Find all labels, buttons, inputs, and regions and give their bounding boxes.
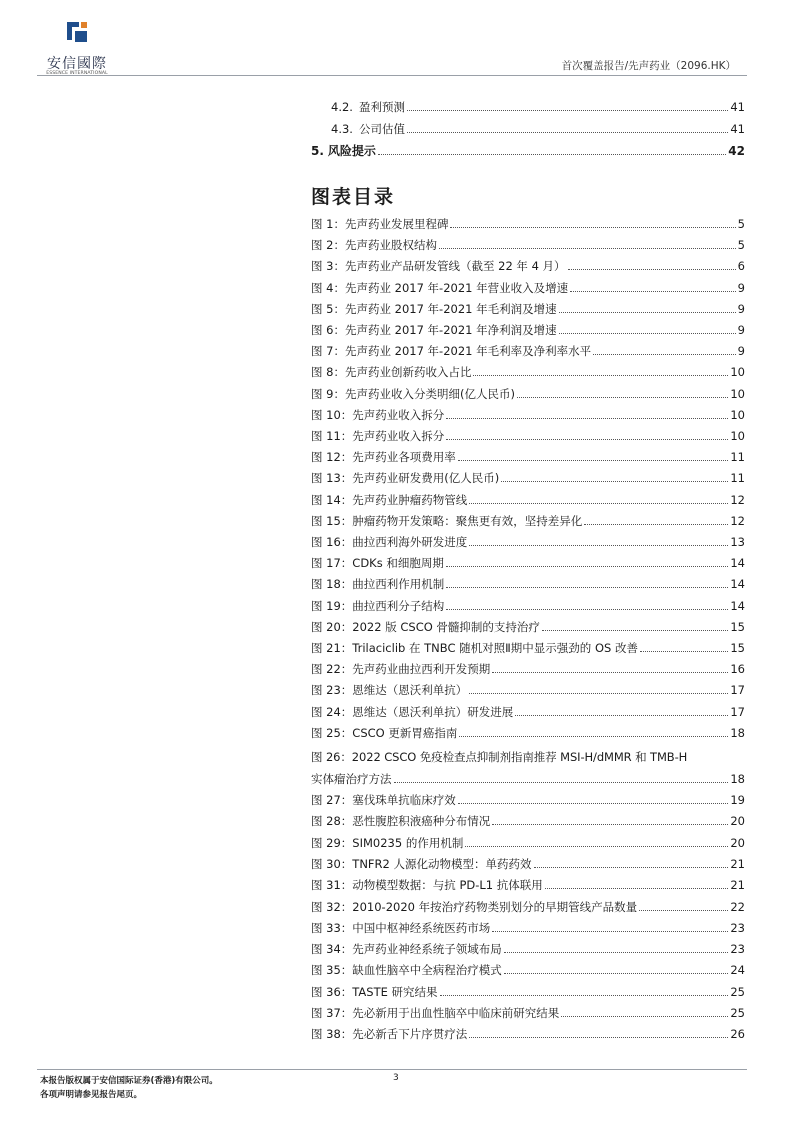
figure-entry-label: 图 24：恩维达（恩沃利单抗）研发进展	[311, 704, 514, 719]
toc-entry[interactable]	[331, 121, 745, 137]
figure-entry[interactable]	[311, 534, 745, 550]
page-number: 3	[393, 1073, 399, 1083]
toc-entry-title: 盈利预测	[358, 100, 405, 114]
figure-entry-label: 图 11：先声药业收入拆分	[311, 429, 445, 443]
leader-dots	[378, 154, 726, 155]
figure-entry[interactable]	[311, 749, 745, 787]
figure-entry-label: 图 13：先声药业研发费用(亿人民币)	[311, 471, 500, 486]
figure-entry-page: 24	[730, 963, 745, 978]
toc-entry-title: 风险提示	[327, 144, 376, 158]
logo-english-name: ESSENCE INTERNATIONAL	[46, 71, 108, 76]
figure-entry[interactable]	[311, 920, 745, 936]
figure-entry[interactable]	[311, 792, 745, 808]
leader-dots	[584, 524, 728, 525]
leader-dots	[407, 132, 728, 133]
figure-entry[interactable]	[311, 619, 745, 635]
figure-entry-label: 图 10：先声药业收入拆分	[311, 407, 445, 422]
leader-dots	[559, 333, 736, 334]
figure-entry[interactable]	[311, 322, 745, 338]
leader-dots	[450, 227, 735, 228]
leader-dots	[394, 782, 729, 783]
figure-entry-page: 25	[730, 984, 745, 999]
figure-entry-label: 图 36：TASTE 研究结果	[311, 984, 438, 999]
figure-entry-label: 图 15：肿瘤药物开发策略：聚焦更有效，坚持差异化	[311, 513, 583, 528]
figure-entry-label: 图 25：CSCO 更新胃癌指南	[311, 725, 458, 740]
figure-entry-page: 11	[730, 471, 745, 486]
figure-entry-label: 图 7：先声药业 2017 年-2021 年毛利率及净利率水平	[311, 344, 592, 359]
figure-entry-page: 14	[730, 556, 745, 571]
figure-entry-page: 17	[730, 704, 745, 719]
figure-entry-page: 15	[730, 641, 745, 655]
leader-dots	[446, 439, 728, 440]
leader-dots	[504, 973, 729, 974]
leader-dots	[593, 354, 736, 355]
figure-entry[interactable]	[311, 386, 745, 402]
leader-dots	[439, 248, 736, 249]
company-logo	[37, 14, 117, 78]
figure-entry-page: 9	[737, 323, 745, 337]
figure-entry[interactable]	[311, 941, 745, 957]
figure-entry-label: 图 19：曲拉西利分子结构	[311, 598, 445, 613]
toc-entry[interactable]	[331, 99, 745, 115]
figure-entry-label: 图 27：塞伐珠单抗临床疗效	[311, 793, 456, 807]
figure-entry-label: 图 28：恶性腹腔积液癌种分布情况	[311, 814, 491, 829]
figure-entry-label: 图 37：先必新用于出血性脑卒中临床前研究结果	[311, 1006, 560, 1020]
figure-entry[interactable]	[311, 835, 745, 851]
figure-entry[interactable]	[311, 513, 745, 529]
figure-entry-page: 12	[730, 492, 745, 507]
figure-entry[interactable]	[311, 428, 745, 444]
figure-entry-page: 25	[730, 1006, 745, 1020]
leader-dots	[568, 269, 736, 270]
figure-entry[interactable]	[311, 598, 745, 614]
figure-entry-label: 图 4：先声药业 2017 年-2021 年营业收入及增速	[311, 280, 569, 295]
figure-entry[interactable]	[311, 704, 745, 720]
figure-entry[interactable]	[311, 576, 745, 592]
leader-dots	[465, 846, 728, 847]
figure-entry[interactable]	[311, 1026, 745, 1042]
figure-entry-page: 13	[730, 535, 745, 549]
figure-entry-label: 图 17：CDKs 和细胞周期	[311, 556, 444, 571]
figure-entry-page: 10	[730, 365, 745, 380]
leader-dots	[446, 609, 728, 610]
leader-dots	[458, 460, 729, 461]
figure-entry-label: 图 34：先声药业神经系统子领域布局	[311, 942, 502, 957]
figure-entry-page: 14	[730, 577, 745, 592]
leader-dots	[407, 110, 728, 111]
footer-copyright: 本报告版权属于安信国际证券(香港)有限公司。	[40, 1076, 218, 1086]
figure-entry-label: 图 32：2010-2020 年按治疗药物类别划分的早期管线产品数量	[311, 899, 638, 914]
figure-entry-page: 21	[730, 856, 745, 871]
figure-entry[interactable]	[311, 343, 745, 359]
toc-entry-page: 42	[728, 144, 745, 158]
figure-entry-page: 19	[730, 793, 745, 807]
figure-entry[interactable]	[311, 984, 745, 1000]
leader-dots	[492, 824, 728, 825]
figure-entry-label: 图 30：TNFR2 人源化动物模型：单药药效	[311, 856, 532, 871]
leader-dots	[473, 375, 728, 376]
footer-divider	[37, 1069, 747, 1070]
figure-entry-label: 图 3：先声药业产品研发管线（截至 22 年 4 月）	[311, 259, 566, 274]
figure-entry-page: 6	[737, 259, 745, 274]
figure-entry-page: 20	[730, 814, 745, 829]
footer-disclaimer-note: 各项声明请参见报告尾页。	[40, 1090, 143, 1100]
figure-entry-label: 图 29：SIM0235 的作用机制	[311, 835, 464, 850]
figure-entry-label: 图 22：先声药业曲拉西利开发预期	[311, 662, 491, 677]
figure-entry-label: 图 20：2022 版 CSCO 骨髓抑制的支持治疗	[311, 619, 540, 634]
figure-entry-page: 18	[730, 725, 745, 740]
figure-entry[interactable]	[311, 492, 745, 508]
figure-entry-page: 9	[737, 280, 745, 295]
leader-dots	[534, 867, 729, 868]
figure-entry-label: 图 6：先声药业 2017 年-2021 年净利润及增速	[311, 323, 557, 337]
figure-entry-page: 14	[730, 598, 745, 613]
figure-entry-page: 16	[730, 662, 745, 677]
figure-entry-page: 17	[730, 683, 745, 698]
toc-entry[interactable]	[311, 142, 745, 159]
figure-entry[interactable]	[311, 813, 745, 829]
leader-dots	[458, 803, 729, 804]
footer-disclaimer	[40, 1074, 218, 1102]
figure-entry[interactable]	[311, 364, 745, 380]
figure-entry-page: 23	[730, 920, 745, 935]
figure-entry-page: 10	[730, 407, 745, 422]
leader-dots	[561, 1016, 728, 1017]
figure-entry[interactable]	[311, 661, 745, 677]
toc-entry-number: 4.2.	[331, 100, 353, 114]
figure-entry-label: 图 21：Trilaciclib 在 TNBC 随机对照Ⅱ期中显示强劲的 OS 改善	[311, 641, 638, 655]
leader-dots	[640, 651, 728, 652]
figure-entry[interactable]	[311, 725, 745, 741]
leader-dots	[440, 995, 729, 996]
figure-entry-label: 图 16：曲拉西利海外研发进度	[311, 535, 468, 549]
figure-entry[interactable]	[311, 216, 745, 232]
toc-entry-title: 公司估值	[358, 122, 405, 136]
figure-entry-label: 图 12：先声药业各项费用率	[311, 450, 456, 465]
logo-name: 安信國際	[47, 56, 107, 72]
leader-dots	[559, 312, 736, 313]
figure-entry-label: 图 31：动物模型数据：与抗 PD-L1 抗体联用	[311, 878, 543, 893]
figure-entry-label: 图 5：先声药业 2017 年-2021 年毛利润及增速	[311, 301, 557, 316]
figure-entry[interactable]	[311, 962, 745, 978]
figure-entry[interactable]	[311, 407, 745, 423]
figure-entry[interactable]	[311, 301, 745, 317]
leader-dots	[545, 888, 729, 889]
figure-entry-label: 图 2：先声药业股权结构	[311, 238, 437, 253]
leader-dots	[639, 910, 728, 911]
toc-entry-page: 41	[730, 122, 745, 136]
figure-entry-page: 12	[730, 513, 745, 528]
figure-entry-page: 9	[737, 344, 745, 359]
leader-dots	[446, 418, 728, 419]
leader-dots	[515, 715, 728, 716]
figure-entry-label: 图 14：先声药业肿瘤药物管线	[311, 492, 468, 507]
figure-entry-page: 9	[737, 301, 745, 316]
figure-entry-label: 图 23：恩维达（恩沃利单抗）	[311, 683, 468, 698]
figure-entry-label: 图 35：缺血性脑卒中全病程治疗模式	[311, 963, 502, 978]
figure-entry[interactable]	[311, 449, 745, 465]
figure-entry-label-line1: 图 26：2022 CSCO 免疫检查点抑制剂指南推荐 MSI-H/dMMR 和 TMB-H	[311, 750, 688, 764]
figure-entry-label: 图 1：先声药业发展里程碑	[311, 217, 449, 231]
toc-entry-page: 41	[730, 100, 745, 114]
figures-list-heading: 图表目录	[311, 186, 396, 208]
leader-dots	[492, 931, 728, 932]
figure-entry[interactable]	[311, 258, 745, 274]
figure-entry-label: 图 38：先必新舌下片序贯疗法	[311, 1027, 468, 1042]
figure-entry-label: 图 9：先声药业收入分类明细(亿人民币)	[311, 386, 515, 401]
figure-entry[interactable]	[311, 877, 745, 893]
logo-mark-icon	[63, 18, 91, 46]
figure-entry[interactable]	[311, 280, 745, 296]
figure-entry-page: 26	[730, 1027, 745, 1042]
leader-dots	[469, 693, 728, 694]
leader-dots	[446, 566, 728, 567]
figure-entry-page: 11	[730, 450, 745, 465]
leader-dots	[469, 1037, 728, 1038]
figure-entry-label-line2: 实体瘤治疗方法	[311, 772, 392, 786]
figure-entry[interactable]	[311, 1005, 745, 1021]
figure-entry[interactable]	[311, 470, 745, 486]
figure-entry-page: 15	[730, 619, 745, 634]
leader-dots	[517, 397, 728, 398]
leader-dots	[570, 291, 736, 292]
figure-entry-page: 21	[730, 878, 745, 893]
figure-entry[interactable]	[311, 555, 745, 571]
toc-entry-number: 5.	[311, 144, 324, 158]
figure-entry-page: 10	[730, 429, 745, 443]
figure-entry-page: 18	[730, 772, 745, 786]
leader-dots	[492, 672, 728, 673]
figure-entry-label: 图 8：先声药业创新药收入占比	[311, 365, 472, 380]
leader-dots	[469, 545, 728, 546]
figure-entry-page: 5	[737, 217, 745, 231]
toc-entry-number: 4.3.	[331, 122, 353, 136]
figure-entry-page: 23	[730, 942, 745, 957]
figure-entry[interactable]	[311, 899, 745, 915]
report-header-title: 首次覆盖报告/先声药业（2096.HK）	[561, 60, 736, 72]
leader-dots	[501, 481, 728, 482]
leader-dots	[469, 503, 728, 504]
leader-dots	[459, 736, 728, 737]
figure-entry-page: 20	[730, 835, 745, 850]
header-divider	[37, 75, 747, 76]
figure-entry-label: 图 33：中国中枢神经系统医药市场	[311, 920, 491, 935]
figure-entry[interactable]	[311, 640, 745, 656]
leader-dots	[542, 630, 728, 631]
leader-dots	[504, 952, 729, 953]
figure-entry-page: 22	[730, 899, 745, 914]
figure-entry-page: 10	[730, 386, 745, 401]
figure-entry-page: 5	[737, 238, 745, 253]
figure-entry[interactable]	[311, 237, 745, 253]
figure-entry[interactable]	[311, 682, 745, 698]
leader-dots	[446, 587, 728, 588]
figure-entry[interactable]	[311, 856, 745, 872]
figure-entry-label: 图 18：曲拉西利作用机制	[311, 577, 445, 592]
